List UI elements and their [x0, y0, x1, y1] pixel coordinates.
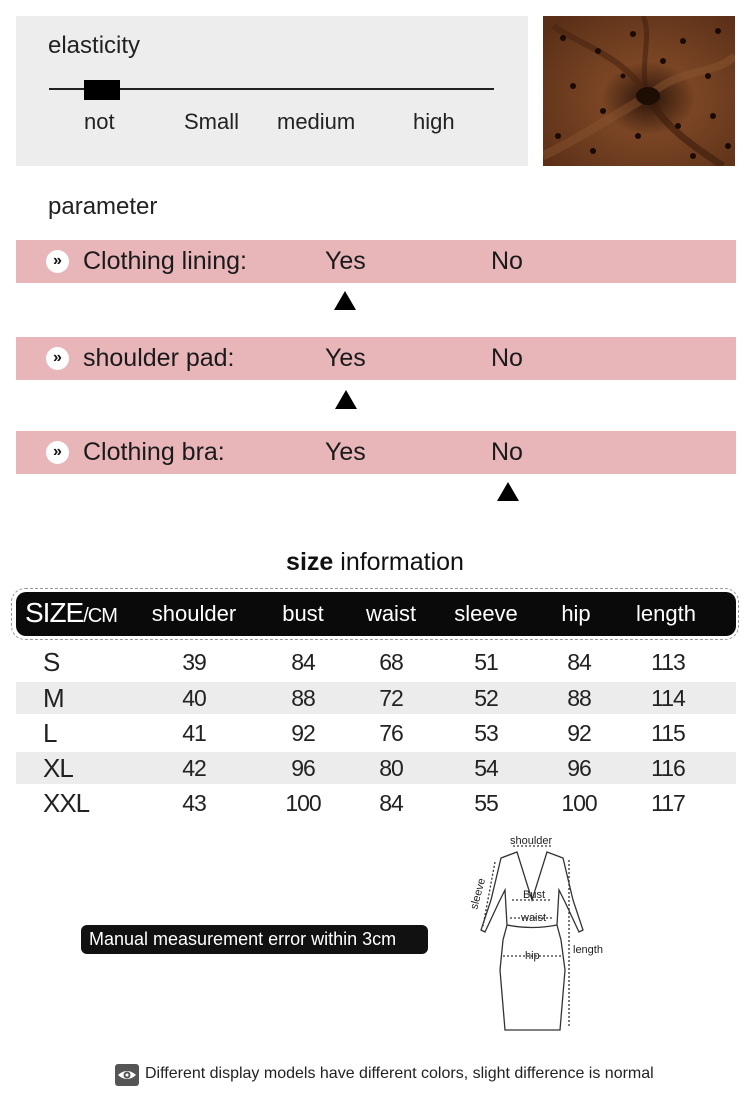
- fabric-photo: [543, 16, 735, 166]
- measurement-cell-length: 113: [651, 649, 685, 675]
- measurement-cell-waist: 84: [379, 790, 403, 816]
- parameter-title: parameter: [48, 193, 158, 220]
- measurement-cell-waist: 76: [379, 720, 403, 746]
- measurement-cell-sleeve: 53: [474, 720, 498, 746]
- measurement-cell-sleeve: 51: [474, 649, 498, 675]
- measurement-cell-shoulder: 41: [182, 720, 206, 746]
- column-header-hip: hip: [561, 601, 591, 626]
- size-cell: L: [43, 718, 57, 748]
- measurement-cell-waist: 80: [379, 755, 403, 781]
- measurement-cell-bust: 88: [291, 685, 315, 711]
- param-option-no: No: [491, 438, 523, 466]
- footer-text: Different display models have different colors, slight difference is normal: [145, 1065, 654, 1082]
- selected-triangle-icon: [335, 390, 357, 409]
- elasticity-title: elasticity: [48, 32, 141, 59]
- size-table-row: [16, 717, 736, 749]
- size-table-row: [16, 646, 736, 678]
- measurement-cell-hip: 96: [567, 755, 591, 781]
- measurement-cell-hip: 84: [567, 649, 591, 675]
- size-cell: M: [43, 683, 64, 713]
- measurement-cell-bust: 96: [291, 755, 315, 781]
- size-table-row: [16, 682, 736, 714]
- diagram-label-shoulder: shoulder: [510, 835, 553, 847]
- param-label: shoulder pad:: [83, 344, 235, 372]
- size-information-heading: size information: [286, 548, 464, 576]
- param-option-yes: Yes: [325, 438, 366, 466]
- param-row-clothing-bra: [16, 431, 736, 474]
- param-label: Clothing bra:: [83, 438, 225, 466]
- param-option-no: No: [491, 344, 523, 372]
- measurement-cell-length: 117: [651, 790, 685, 816]
- measurement-cell-shoulder: 43: [182, 790, 206, 816]
- size-cell: XL: [43, 753, 73, 783]
- param-option-yes: Yes: [325, 344, 366, 372]
- measurement-cell-hip: 100: [561, 790, 597, 816]
- param-label: Clothing lining:: [83, 247, 247, 275]
- elasticity-level-small: Small: [184, 109, 240, 134]
- measurement-cell-waist: 72: [379, 685, 403, 711]
- diagram-label-bust: Bust: [523, 889, 546, 901]
- param-row-clothing-lining: [16, 240, 736, 283]
- elasticity-level-not: not: [84, 109, 115, 134]
- param-row-shoulder-pad: [16, 337, 736, 380]
- size-table-header: [16, 592, 736, 636]
- measurement-diagram: [455, 830, 625, 1045]
- column-header-bust: bust: [282, 601, 324, 626]
- size-cell: S: [43, 647, 60, 677]
- measurement-cell-sleeve: 54: [474, 755, 498, 781]
- size-table-row: [16, 752, 736, 784]
- measurement-cell-hip: 92: [567, 720, 591, 746]
- measurement-cell-bust: 100: [285, 790, 321, 816]
- double-chevron-right-icon: »: [46, 347, 69, 370]
- measurement-cell-sleeve: 55: [474, 790, 498, 816]
- measurement-cell-length: 114: [651, 685, 685, 711]
- selected-triangle-icon: [497, 482, 519, 501]
- param-option-yes: Yes: [325, 247, 366, 275]
- column-header-sleeve: sleeve: [454, 601, 518, 626]
- double-chevron-right-icon: »: [46, 250, 69, 273]
- measurement-cell-shoulder: 40: [182, 685, 206, 711]
- diagram-label-length: length: [573, 944, 603, 956]
- diagram-label-sleeve: sleeve: [468, 876, 489, 911]
- double-chevron-right-icon: »: [46, 441, 69, 464]
- measurement-cell-length: 116: [651, 755, 685, 781]
- size-cell: XXL: [43, 788, 90, 818]
- measurement-cell-waist: 68: [379, 649, 403, 675]
- column-header-waist: waist: [365, 601, 417, 626]
- selected-triangle-icon: [334, 291, 356, 310]
- column-header-shoulder: shoulder: [151, 601, 237, 626]
- elasticity-level-medium: medium: [277, 109, 356, 134]
- measurement-cell-shoulder: 39: [182, 649, 206, 675]
- measurement-cell-shoulder: 42: [182, 755, 206, 781]
- measurement-note: Manual measurement error within 3cm: [81, 925, 428, 954]
- measurement-cell-bust: 92: [291, 720, 315, 746]
- size-table-row: [16, 787, 736, 819]
- elasticity-level-high: high: [413, 109, 455, 134]
- column-header-length: length: [636, 601, 696, 626]
- elasticity-marker: [84, 80, 120, 100]
- measurement-cell-length: 115: [651, 720, 685, 746]
- diagram-label-hip: hip: [525, 950, 540, 962]
- param-option-no: No: [491, 247, 523, 275]
- size-column-header: SIZE/CM: [25, 597, 117, 628]
- eye-icon: [115, 1064, 139, 1086]
- measurement-cell-sleeve: 52: [474, 685, 498, 711]
- measurement-cell-hip: 88: [567, 685, 591, 711]
- diagram-label-waist: waist: [521, 912, 547, 924]
- elasticity-panel: [16, 16, 528, 166]
- measurement-cell-bust: 84: [291, 649, 315, 675]
